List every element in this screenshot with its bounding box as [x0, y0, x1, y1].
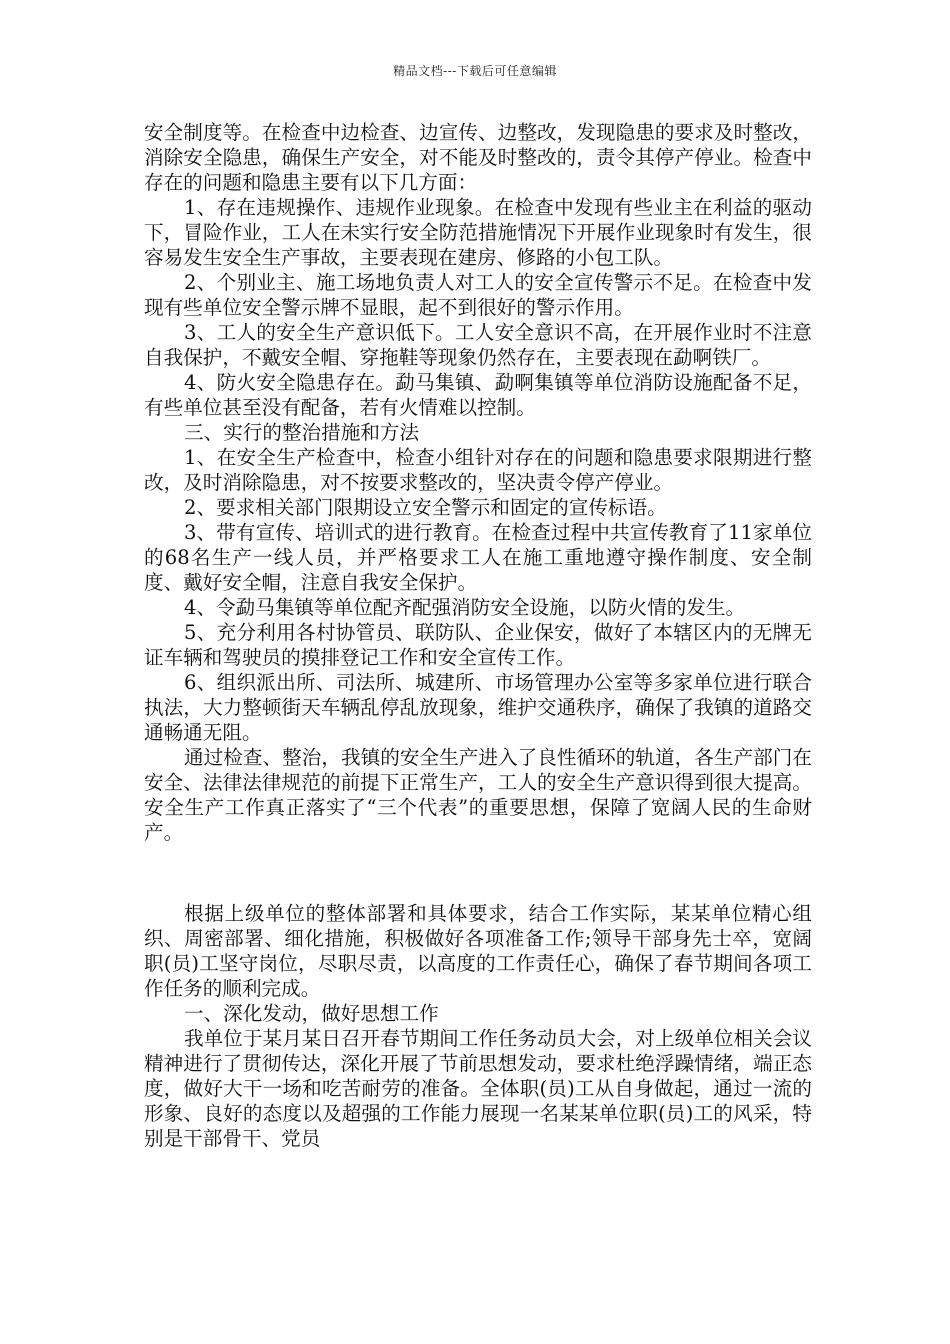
paragraph: 2、要求相关部门限期设立安全警示和固定的宣传标语。	[184, 496, 667, 519]
paragraph: 根据上级单位的整体部署和具体要求，结合工作实际，某某单位精心组织、周密部署、细化措施，积极做好各项准备工作;领导干部身先士卒，宽阔职(员)工坚守岗位，尽职尽责，以高度的工作责任心，确保了春节期间各项工作任务的顺利完成。	[144, 902, 812, 1000]
paragraph: 6、组织派出所、司法所、城建所、市场管理办公室等多家单位进行联合执法，大力整顿街天车辆乱停乱放现象，维护交通秩序，确保了我镇的道路交通畅通无阻。	[144, 671, 812, 744]
section-gap	[144, 845, 812, 901]
section-heading: 一、深化发动，做好思想工作	[184, 1002, 439, 1025]
paragraph: 安全制度等。在检查中边检查、边宣传、边整改，发现隐患的要求及时整改，消除安全隐患，确保生产安全，对不能及时整改的，责令其停产停业。检查中存在的问题和隐患主要有以下几方面：	[144, 121, 812, 194]
paragraph: 3、工人的安全生产意识低下。工人安全意识不高，在开展作业时不注意自我保护，不戴安全帽、穿拖鞋等现象仍然存在，主要表现在勐啊铁厂。	[144, 321, 812, 369]
page-header: 精品文档---下载后可任意编辑	[393, 64, 557, 78]
section-heading: 三、实行的整治措施和方法	[184, 421, 420, 444]
paragraph: 3、带有宣传、培训式的进行教育。在检查过程中共宣传教育了11家单位的68名生产一线人员，并严格要求工人在施工重地遵守操作制度、安全制度、戴好安全帽，注意自我安全保护。	[144, 521, 812, 594]
paragraph: 我单位于某月某日召开春节期间工作任务动员大会，对上级单位相关会议精神进行了贯彻传达，深化开展了节前思想发动，要求杜绝浮躁情绪，端正态度，做好大干一场和吃苦耐劳的准备。全体职(员)工从自身做起，通过一流的形象、良好的态度以及超强的工作能力展现一名某某单位职(员)工的风采，特别是干部骨干、党员	[144, 1027, 812, 1150]
paragraph: 2、个别业主、施工场地负责人对工人的安全宣传警示不足。在检查中发现有些单位安全警示牌不显眼，起不到很好的警示作用。	[144, 271, 812, 319]
paragraph: 通过检查、整治，我镇的安全生产进入了良性循环的轨道，各生产部门在安全、法律法律规范的前提下正常生产，工人的安全生产意识得到很大提高。安全生产工作真正落实了“三个代表”的重要思想，保障了宽阔人民的生命财产。	[144, 746, 812, 844]
document-body	[144, 120, 812, 1151]
paragraph: 4、防火安全隐患存在。勐马集镇、勐啊集镇等单位消防设施配备不足，有些单位甚至没有配备，若有火情难以控制。	[144, 371, 812, 419]
paragraph: 1、在安全生产检查中，检查小组针对存在的问题和隐患要求限期进行整改，及时消除隐患，对不按要求整改的，坚决责令停产停业。	[144, 446, 812, 494]
paragraph: 4、令勐马集镇等单位配齐配强消防安全设施，以防火情的发生。	[184, 596, 746, 619]
paragraph: 1、存在违规操作、违规作业现象。在检查中发现有些业主在利益的驱动下，冒险作业，工人在未实行安全防范措施情况下开展作业现象时有发生，很容易发生安全生产事故，主要表现在建房、修路的小包工队。	[144, 196, 812, 269]
paragraph: 5、充分利用各村协管员、联防队、企业保安，做好了本辖区内的无牌无证车辆和驾驶员的摸排登记工作和安全宣传工作。	[144, 621, 812, 669]
